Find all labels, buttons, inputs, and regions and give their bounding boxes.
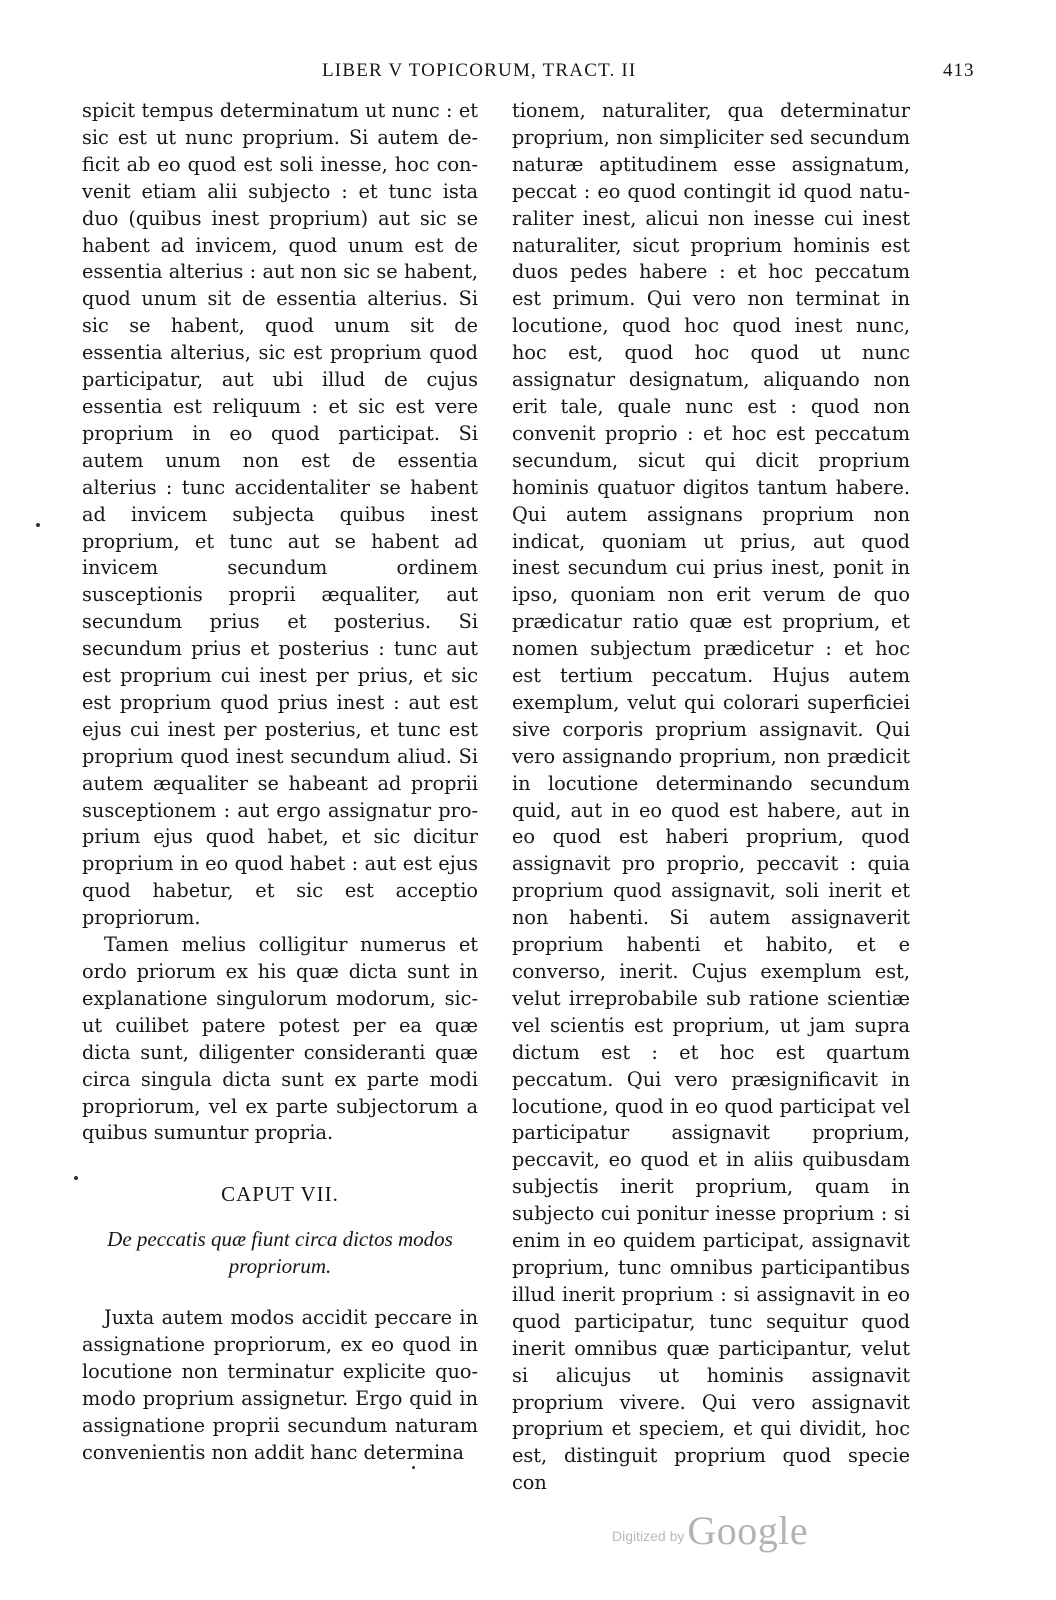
margin-speck [36, 523, 40, 527]
paragraph-left-2: Tamen melius colligitur numerus et ordo priorum ex his quæ dicta sunt in explanatione singulorum modorum, sicut cuilibet patere potest per ea quæ dicta sunt, diligenter consideranti quæ circa singula dicta sunt ex parte modi propriorum, vel ex parte subjectorum a quibus sumuntur propria. [82, 933, 478, 1145]
chapter-bullet-mark [74, 1176, 78, 1180]
right-column [512, 98, 910, 1497]
bottom-speck [412, 1466, 415, 1469]
chapter-subtitle: De peccatis quæ fiunt circa dictos modos propriorum. [107, 1227, 453, 1279]
paragraph-right-1: tionem, naturaliter, qua determinatur proprium, non simpliciter sed secundum naturæ aptitudinem esse assignatum, peccat : eo quod contingit id quod naturaliter inest, alicui non inesse cui inest naturaliter, sicut proprium hominis est duos pedes habere : et hoc peccatum est primum. Qui vero non terminat in locutione, quod hoc quod inest nunc, hoc est, quod hoc quod ut nunc assignatur designatum, aliquando non erit tale, quale nunc est : quod non convenit proprio : et hoc est peccatum secundum, sicut qui dicit proprium hominis quatuor digitos tantum habere. Qui autem assignans proprium non indicat, quoniam ut prius, aut quod inest secundum cui prius inest, ponit in ipso, quoniam non erit verum de quo prædicatur ratio quæ est proprium, et nomen subjectum prædicetur : et hoc est tertium peccatum. Hujus autem exemplum, velut qui colorari superficiei sive corporis proprium assignavit. Qui vero assignando proprium, non prædicit in locutione determinando secundum quid, aut in eo quod est habere, aut in eo quod est haberi proprium, quod assignavit pro proprio, peccavit : quia proprium quod assignavit, soli inerit et non habenti. Si autem assignaverit proprium habenti et habito, et e converso, inerit. Cujus exemplum est, velut irreprobabile sub ratione scientiæ vel scientis est proprium, ut jam supra dictum est : et hoc est quartum peccatum. Qui vero præsignificavit in locutione, quod in eo quod participat vel participatur assignavit proprium, peccavit, eo quod et in aliis quibusdam subjectis inerit proprium, quam in subjecto cui ponitur inesse proprium : si enim in eo quidem participat, assignavit proprium, tunc omnibus participantibus illud inerit proprium : si assignavit in eo quod participatur, tunc sequitur quod inerit omnibus quæ participantur, velut si alicujus ut hominis assignavit proprium vivere. Qui vero assignavit proprium et speciem, et qui dividit, hoc est, distinguit proprium quod specie con [512, 99, 910, 1495]
paragraph-left-3: Juxta autem modos accidit peccare in assignatione propriorum, ex eo quod in locutione non terminatur explicite quomodo proprium assignetur. Ergo quid in assignatione proprii secundum naturam convenientis non addit hanc determina [82, 1306, 478, 1464]
left-column [82, 98, 478, 1467]
page-number: 413 [943, 60, 975, 81]
page-header [0, 60, 1056, 90]
chapter-title: CAPUT VII. [221, 1182, 339, 1207]
running-head: LIBER V TOPICORUM, TRACT. II [322, 60, 637, 81]
watermark-digitized-text: Digitized by [612, 1528, 685, 1544]
google-logo: Google [687, 1508, 809, 1553]
digitized-watermark [612, 1494, 808, 1554]
paragraph-left-1: spicit tempus determinatum ut nunc : et sic est ut nunc proprium. Si autem deficit ab eo quod est soli inesse, hoc convenit etiam alii subjecto : et tunc ista duo (quibus inest proprium) aut sic se habent ad invicem, quod unum est de essentia alterius : aut non sic se habent, quod unum sit de essentia alterius. Si sic se habent, quod unum sit de essentia alterius, sic est proprium quod participatur, aut ubi illud de cujus essentia est reliquum : et sic est vere proprium in eo quod participat. Si autem unum non est de essentia alterius : tunc accidentaliter se habent ad invicem subjecta quibus inest proprium, et tunc aut se habent ad invicem secundum ordinem susceptionis proprii æqualiter, aut secundum prius et posterius. Si secundum prius et posterius : tunc aut est proprium cui inest per prius, et sic est proprium quod prius inest : aut est ejus cui inest per posterius, et tunc est proprium quod inest secundum aliud. Si autem æqualiter se habeant ad proprii susceptionem : aut ergo assignatur proprium ejus quod habet, et sic dicitur proprium in eo quod habet : aut est ejus quod habetur, et sic est acceptio propriorum. [82, 99, 478, 930]
